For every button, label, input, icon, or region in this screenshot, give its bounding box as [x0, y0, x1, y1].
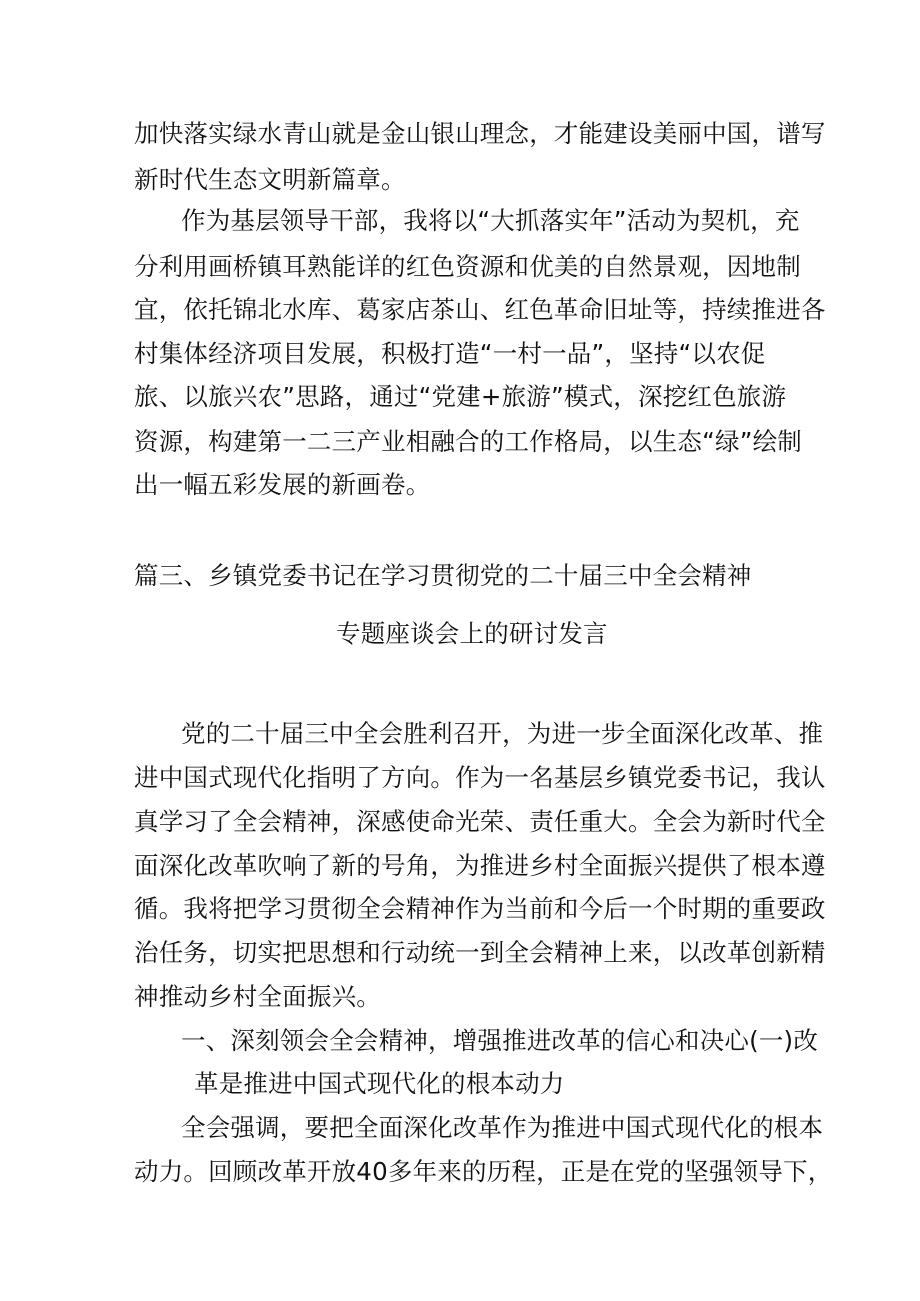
paragraph-3-line-5: 循。我将把学习贯彻全会精神作为当前和今后一个时期的重要政 — [134, 894, 826, 923]
paragraph-2-line-5: 旅、以旅兴农”思路，通过“党建+旅游”模式，深挖红色旅游 — [134, 382, 787, 411]
paragraph-1-line-2: 新时代生态文明新篇章。 — [134, 165, 406, 194]
paragraph-3-line-4: 面深化改革吹响了新的号角，为推进乡村全面振兴提供了根本遵 — [134, 851, 826, 880]
paragraph-2-line-6: 资源，构建第一二三产业相融合的工作格局，以生态“绿”绘制 — [134, 427, 802, 456]
paragraph-2-line-4: 村集体经济项目发展，积极打造“一村一品”，坚持“以农促 — [134, 339, 766, 368]
section-title-line-1: 篇三、乡镇党委书记在学习贯彻党的二十届三中全会精神 — [134, 561, 752, 590]
heading-1-line-2: 革是推进中国式现代化的根本动力 — [194, 1069, 565, 1098]
paragraph-4-line-2: 动力。回顾改革开放40多年来的历程，正是在党的坚强领导下， — [134, 1157, 833, 1186]
paragraph-4-line-1: 全会强调，要把全面深化改革作为推进中国式现代化的根本 — [181, 1113, 824, 1142]
heading-1-line-1: 一、深刻领会全会精神，增强推进改革的信心和决心(一)改 — [181, 1026, 819, 1055]
section-title-line-2: 专题座谈会上的研讨发言 — [336, 619, 608, 648]
paragraph-2-line-3: 宜，依托锦北水库、葛家店茶山、红色革命旧址等，持续推进各 — [134, 295, 826, 324]
paragraph-3-line-6: 治任务，切实把思想和行动统一到全会精神上来，以改革创新精 — [134, 938, 826, 967]
paragraph-3-line-7: 神推动乡村全面振兴。 — [134, 982, 381, 1011]
paragraph-3-line-3: 真学习了全会精神，深感使命光荣、责任重大。全会为新时代全 — [134, 807, 826, 836]
paragraph-2-line-2: 分利用画桥镇耳熟能详的红色资源和优美的自然景观，因地制 — [134, 252, 801, 281]
paragraph-3-line-2: 进中国式现代化指明了方向。作为一名基层乡镇党委书记，我认 — [134, 763, 826, 792]
paragraph-2-line-7: 出一幅五彩发展的新画卷。 — [134, 470, 431, 499]
paragraph-3-line-1: 党的二十届三中全会胜利召开，为进一步全面深化改革、推 — [181, 719, 824, 748]
paragraph-2-line-1: 作为基层领导干部，我将以“大抓落实年”活动为契机，充 — [181, 206, 800, 235]
paragraph-1-line-1: 加快落实绿水青山就是金山银山理念，才能建设美丽中国，谱写 — [134, 119, 826, 148]
